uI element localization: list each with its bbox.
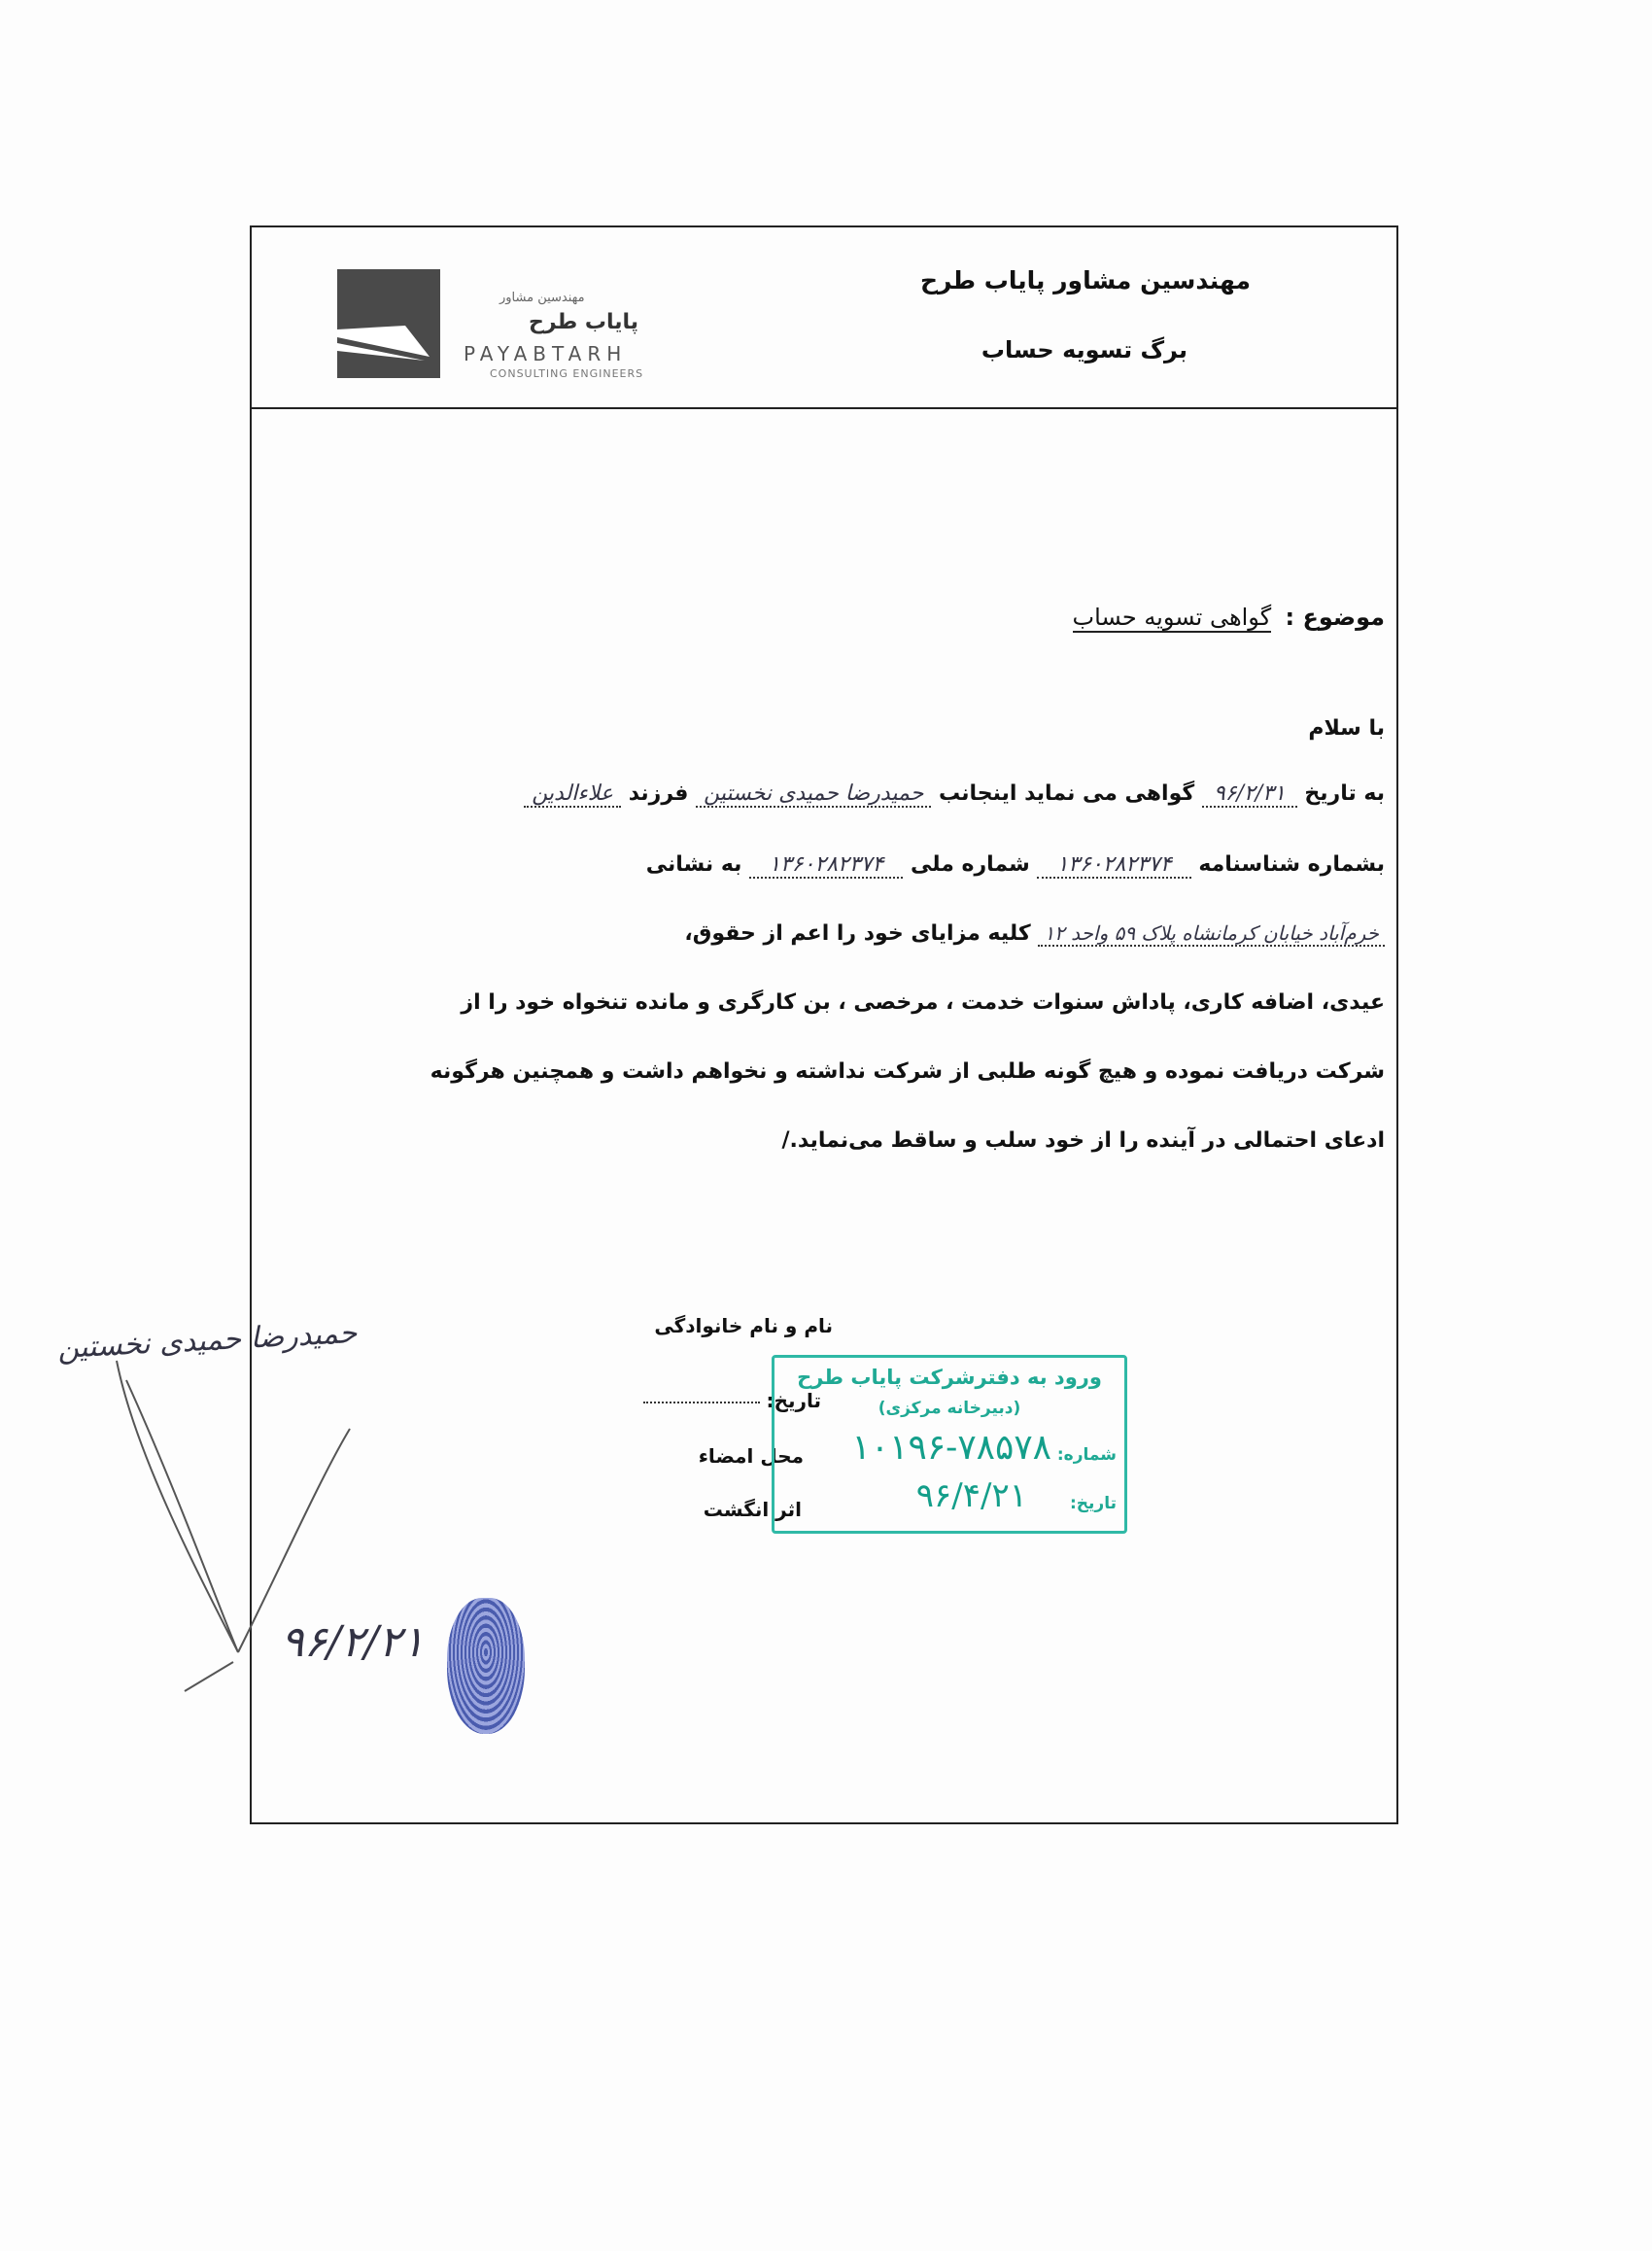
date-handwritten: ۹۶/۲/۳۱ [1202,781,1297,808]
greeting: با سلام [1308,716,1385,741]
body-line-3: خرم‌آباد خیابان کرمانشاه پلاک ۵۹ واحد ۱۲ کلیه مزایای خود را اعم از حقوق، [684,921,1385,946]
logo-english-sub: CONSULTING ENGINEERS [490,367,644,380]
signature-stroke-icon [58,1341,369,1711]
stamp-title: ورود به دفترشرکت پایاب طرح [797,1366,1102,1389]
body-line-5: شرکت دریافت نموده و هیچ گونه طلبی از شرکت نداشته و نخواهم داشت و همچنین هرگونه [430,1059,1385,1084]
subject-line [1073,604,1385,631]
fingerprint-icon [447,1598,525,1734]
logo-persian: پایاب طرح [529,310,639,334]
subject-label: موضوع : [1285,604,1385,631]
form-title: برگ تسویه حساب [981,336,1187,364]
subject-value: گواهی تسویه حساب [1072,604,1272,631]
body-line-2: بشماره شناسنامه ۱۳۶۰۲۸۲۳۷۴ شماره ملی ۱۳۶۰۲۸۲۳۷۴ به نشانی [645,852,1385,877]
signature-name-handwritten: حمیدرضا حمیدی نخستین [56,1315,359,1367]
name-label: نام و نام خانوادگی [654,1314,833,1337]
national-number-handwritten: ۱۳۶۰۲۸۲۳۷۴ [749,852,903,879]
father-name-handwritten: علاءالدین [524,781,621,808]
logo-persian-small: مهندسین مشاور [499,291,585,305]
address-handwritten: خرم‌آباد خیابان کرمانشاه پلاک ۵۹ واحد ۱۲ [1038,921,1385,947]
handwritten-date: ۹۶/۲/۲۱ [281,1617,425,1667]
body-line-4: عیدی، اضافه کاری، پاداش سنوات خدمت ، مرخصی ، بن کارگری و مانده تنخواه خود را از [461,990,1385,1015]
header-divider [252,407,1396,409]
id-number-handwritten: ۱۳۶۰۲۸۲۳۷۴ [1037,852,1190,879]
sign-label: محل امضاء [698,1444,804,1468]
stamp-subtitle: (دبیرخانه مرکزی) [878,1399,1021,1418]
body-line-6: ادعای احتمالی در آینده را از خود سلب و ساقط می‌نماید./ [781,1128,1385,1153]
company-logo-icon [337,269,440,378]
fingerprint-label: اثر انگشت [703,1498,802,1521]
document-frame [56,225,1398,1824]
date-label: تاریخ: [643,1389,821,1412]
stamp-date-value: ۹۶/۴/۲۱ [915,1476,1027,1515]
logo-english: PAYABTARH [464,342,628,365]
stamp-number-value: ۱۰۱۹۶-۷۸۵۷۸ [851,1428,1051,1468]
stamp-date-label: تاریخ: [1070,1494,1117,1513]
body-line-1: به تاریخ ۹۶/۲/۳۱ گواهی می نماید اینجانب حمیدرضا حمیدی نخستین فرزند علاءالدین [524,781,1385,806]
employee-name-handwritten: حمیدرضا حمیدی نخستین [696,781,931,808]
entry-stamp [772,1355,1127,1534]
date-dotted-line [643,1401,760,1403]
stamp-number-label: شماره: [1056,1445,1117,1465]
company-name: مهندسین مشاور پایاب طرح [919,266,1251,294]
